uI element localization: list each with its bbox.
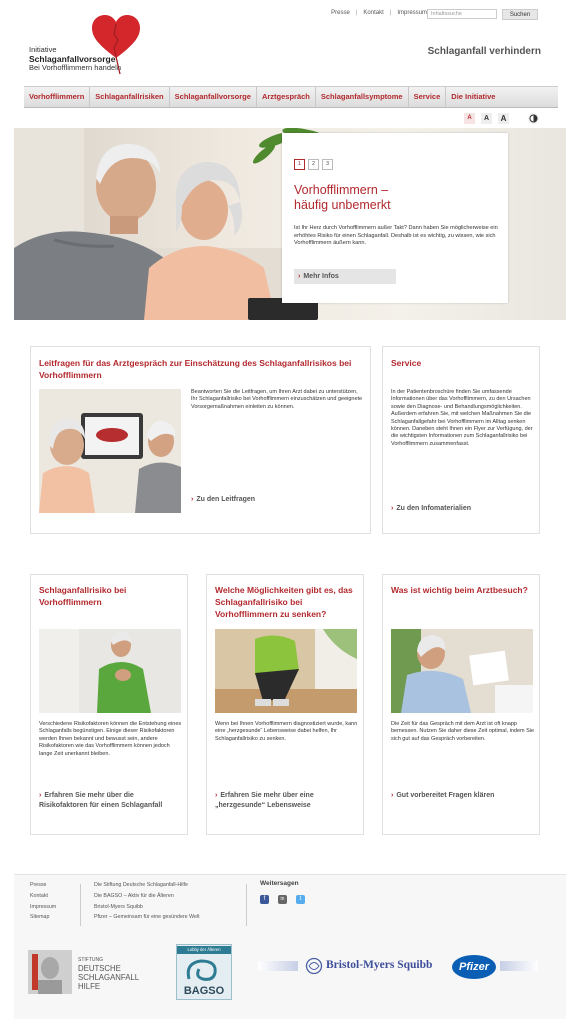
slider-page-2[interactable]: 2: [308, 159, 319, 170]
logo-line3: Bei Vorhofflimmern handeln: [29, 63, 121, 72]
link-label: Zu den Leitfragen: [196, 496, 256, 503]
slider-page-3[interactable]: 3: [322, 159, 333, 170]
stiftung-line1: STIFTUNG: [78, 957, 103, 963]
facebook-icon[interactable]: f: [260, 895, 269, 904]
logo[interactable]: [29, 46, 121, 73]
service-link[interactable]: [391, 504, 533, 514]
footer-link-stiftung[interactable]: Die Stiftung Deutsche Schlaganfall-Hilfe: [94, 882, 188, 888]
footer-divider: [246, 884, 247, 926]
link-label: Erfahren Sie mehr über eine „herzgesunde“ Lebensweise: [215, 792, 314, 809]
card-text: Die Zeit für das Gespräch mit dem Arzt ist oft knapp bemessen. Nutzen Sie daher diese Zeit optimal, indem Sie sich gut auf das Gespräch vorbereiten.: [391, 721, 535, 742]
arztbesuch-link[interactable]: [391, 791, 535, 801]
font-size-large-button[interactable]: A: [498, 113, 509, 124]
divider: |: [389, 10, 392, 16]
font-size-medium-button[interactable]: A: [481, 113, 492, 124]
footer-link-sitemap[interactable]: Sitemap: [30, 914, 50, 921]
top-links: [331, 10, 427, 16]
bagso-logo[interactable]: [176, 944, 232, 1000]
link-label: Zu den Infomaterialien: [396, 505, 472, 512]
tagline: Schlaganfall verhindern: [427, 46, 541, 57]
stiftung-logo-text: [78, 957, 139, 991]
stiftung-line3: SCHLAGANFALL: [78, 973, 140, 982]
stiftung-logo-icon[interactable]: [28, 950, 72, 994]
chevron-right-icon: ›: [191, 496, 194, 503]
footer-link-kontakt[interactable]: Kontakt: [30, 892, 48, 899]
main-nav: [24, 86, 558, 108]
footer-divider: [80, 884, 81, 926]
search-input[interactable]: Inhaltssuche: [427, 9, 497, 19]
chevron-right-icon: ›: [391, 505, 394, 512]
card-service: [382, 346, 540, 534]
hero-title-line2: häufig unbemerkt: [294, 198, 391, 212]
nav-item-die-initiative[interactable]: Die Initiative: [451, 92, 496, 101]
moeglichkeiten-link[interactable]: [215, 791, 359, 810]
card-text: Wenn bei Ihnen Vorhofflimmern diagnostiziert wurde, kann eine „herzgesunde“ Lebensweise dabei helfen, Ihr Schlaganfallrisiko zu senken.: [215, 721, 358, 742]
font-size-small-button[interactable]: A: [464, 113, 475, 124]
nav-item-schlaganfallrisiken[interactable]: Schlaganfallrisiken: [90, 87, 169, 107]
search-button[interactable]: Suchen: [502, 9, 538, 20]
hero-teaser: [282, 133, 508, 303]
top-link-impressum[interactable]: Impressum: [397, 10, 427, 16]
bagso-name: BAGSO: [183, 985, 225, 997]
slider-page-1[interactable]: 1: [294, 159, 305, 170]
twitter-icon[interactable]: t: [296, 895, 305, 904]
card-leitfragen: [30, 346, 371, 534]
card-title[interactable]: Service: [391, 358, 422, 368]
footer-col-2: [94, 880, 200, 923]
hero-text: Ist Ihr Herz durch Vorhofflimmern außer Takt? Dann haben Sie möglicherweise ein erhöhtes Risiko für einen Schlaganfall. Deshalb ist es wichtig, zu wissen, wie sich Vorhofflimmern äußern kann.: [294, 225, 498, 246]
link-label: Erfahren Sie mehr über die Risikofaktoren für einen Schlaganfall: [39, 792, 163, 809]
card-schlaganfallrisiko: [30, 574, 188, 835]
nav-item-vorhofflimmern[interactable]: Vorhofflimmern: [24, 87, 90, 107]
card-title[interactable]: Schlaganfallrisiko bei Vorhofflimmern: [39, 585, 127, 607]
bagso-swirl-icon: [183, 957, 223, 985]
card-text: Beantworten Sie die Leitfragen, um Ihren Arzt dabei zu unterstützen, Ihr Schlaganfallrisiko bei Vorhofflimmern einzuschätzen und geeignete Vorsorgemaßnahmen einleiten zu können.: [191, 389, 363, 410]
top-link-kontakt[interactable]: Kontakt: [363, 10, 384, 16]
nav-item-service[interactable]: Service: [409, 87, 447, 107]
card-moeglichkeiten: [206, 574, 364, 835]
more-info-label: Mehr Infos: [303, 273, 339, 280]
card-text: In der Patientenbroschüre finden Sie umfassende Informationen über das Vorhofflimmern, zu den Ursachen sowie den Diagnose- und Behandlungsmöglichkeiten. Außerdem erfahren Sie, mit welchen Maßnahmen Sie die Schlaganfallgefahr bei Vorhofflimmern im Alltag senken können. Daneben steht Ihnen ein Flyer zur Verfügung, der die wichtigsten Informationen zum Schlaganfallrisiko bei Vorhofflimmern zusammenfasst.: [391, 389, 533, 447]
card-arztbesuch: [382, 574, 540, 835]
footer-col-1: [30, 880, 56, 923]
stiftung-line4: HILFE: [78, 982, 101, 991]
leitfragen-photo: [39, 389, 181, 513]
card-title[interactable]: Welche Möglichkeiten gibt es, das Schlaganfallrisiko bei Vorhofflimmern zu senken?: [215, 585, 353, 619]
nav-item-arztgespraech[interactable]: Arztgespräch: [257, 87, 316, 107]
logo-line2: Schlaganfallvorsorge: [29, 53, 116, 64]
risiko-link[interactable]: [39, 791, 169, 810]
top-link-presse[interactable]: Presse: [331, 10, 350, 16]
card-text: Verschiedene Risikofaktoren können die Entstehung eines Schlaganfalls begünstigen. Einige dieser Risikofaktoren werden Ihnen bekannt und bewusst sein, andere Risikofaktoren wie das Vorhofflimmern können jedoch lange Zeit unerkannt bleiben.: [39, 721, 182, 757]
card-title[interactable]: Was ist wichtig beim Arztbesuch?: [391, 585, 528, 595]
pfizer-bar-right: [500, 961, 538, 971]
bms-logo[interactable]: Bristol-Myers Squibb: [326, 959, 433, 971]
link-label: Gut vorbereitet Fragen klären: [396, 792, 495, 799]
more-info-button[interactable]: [294, 269, 396, 284]
divider: |: [355, 10, 358, 16]
bms-bar-left: [258, 961, 298, 971]
xing-icon[interactable]: in: [278, 895, 287, 904]
nav-item-schlaganfallsymptome[interactable]: Schlaganfallsymptome: [316, 87, 409, 107]
chevron-right-icon: ›: [298, 273, 301, 280]
hero-title-line1: Vorhofflimmern –: [294, 183, 389, 197]
chevron-right-icon: ›: [39, 792, 42, 799]
bagso-tagline: Lobby der Älteren: [177, 946, 231, 954]
stiftung-line2: DEUTSCHE: [78, 964, 121, 973]
risiko-photo: [39, 629, 181, 713]
chevron-right-icon: ›: [391, 792, 394, 799]
bms-emblem-icon: [305, 957, 323, 975]
pfizer-logo[interactable]: Pfizer: [452, 955, 496, 979]
footer-link-presse[interactable]: Presse: [30, 882, 47, 888]
footer-link-bagso[interactable]: Die BAGSO – Aktiv für die Älteren: [94, 892, 174, 899]
footer-link-pfizer[interactable]: Pfizer – Gemeinsam für eine gesündere Welt: [94, 914, 200, 921]
hero-title: [294, 183, 391, 213]
share-label: Weitersagen: [260, 880, 299, 887]
chevron-right-icon: ›: [215, 792, 218, 799]
arztbesuch-photo: [391, 629, 533, 713]
logo-line1: Initiative: [29, 45, 57, 54]
footer-link-impressum[interactable]: Impressum: [30, 903, 57, 910]
leitfragen-link[interactable]: [191, 495, 363, 505]
nav-item-schlaganfallvorsorge[interactable]: Schlaganfallvorsorge: [170, 87, 257, 107]
contrast-toggle-icon[interactable]: [528, 113, 539, 124]
card-title[interactable]: Leitfragen für das Arztgespräch zur Einschätzung des Schlaganfallrisikos bei Vorhofflimmern: [39, 358, 352, 380]
moeglichkeiten-photo: [215, 629, 357, 713]
slider-pager: [294, 159, 333, 170]
footer-link-bms[interactable]: Bristol-Myers Squibb: [94, 903, 143, 910]
